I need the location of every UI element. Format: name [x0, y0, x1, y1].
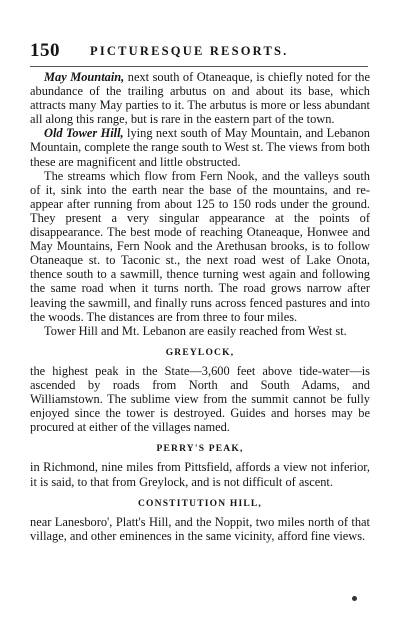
- paragraph-tower-hill-access: Tower Hill and Mt. Lebanon are easily reached from West st.: [44, 323, 347, 338]
- lead-may-mountain: May Mountain,: [44, 70, 125, 84]
- paragraph-streams: The streams which flow from Fern Nook, and the valleys south of it, sink into the earth near the base of the mountains, and re-appear after running from about 125 to 150 rods under the ground. They present a very singular appearance at the points of disappearance. The best mode of reaching Otaneaque, Honwee and May Mountains, Fern Nook and the Arethusan brooks, is to follow Otaneaque st. to Taconic st., the next road west of Lake Onota, thence south to a sawmill, thence turning west again and following the same road when it turns north. The road grows narrow after leaving the sawmill, and finally runs across fenced pastures and into the woods. The distances are from three to four miles.: [30, 168, 370, 324]
- paragraph-old-tower-hill: [30, 126, 370, 168]
- page-header: [30, 40, 370, 64]
- text-may-mountain: next south of Otaneaque, is chiefly noted for the abundance of the trailing arbutus on and about its base, which attracts many May parties to it. The arbutus is more or less abundant all along this range, but is rare in the eastern part of the town.: [30, 70, 370, 127]
- header-rule: [30, 66, 368, 67]
- page-number: 150: [30, 40, 60, 61]
- paragraph-perrys-peak: in Richmond, nine miles from Pittsfield, affords a view not inferior, it is said, to that from Greylock, and is not difficult of ascent.: [30, 460, 370, 489]
- heading-perrys-peak: PERRY'S PEAK,: [156, 444, 244, 455]
- page-body: [30, 70, 370, 543]
- heading-greylock: GREYLOCK,: [165, 347, 235, 358]
- text-old-tower-hill: lying next south of May Mountain, and Lebanon Mountain, complete the range south to West st. The views from both these are magnificent and little obstructed.: [30, 126, 370, 169]
- paragraph-may-mountain: [30, 70, 370, 126]
- ink-spot: [352, 596, 357, 601]
- lead-old-tower-hill: Old Tower Hill,: [44, 126, 124, 141]
- paragraph-greylock: the highest peak in the State—3,600 feet above tide-water—is ascended by roads from North and South Adams, and Williamstown. The sublime view from the summit cannot be fully enjoyed since the tower is destroyed. Guides and horses may be procured at either of the villages named.: [30, 363, 370, 435]
- running-head: PICTURESQUE RESORTS.: [90, 44, 289, 58]
- heading-constitution-hill: CONSTITUTION HILL,: [137, 498, 263, 509]
- paragraph-constitution-hill: near Lanesboro', Platt's Hill, and the Noppit, two miles north of that village, and other eminences in the same vicinity, afford fine views.: [30, 514, 370, 543]
